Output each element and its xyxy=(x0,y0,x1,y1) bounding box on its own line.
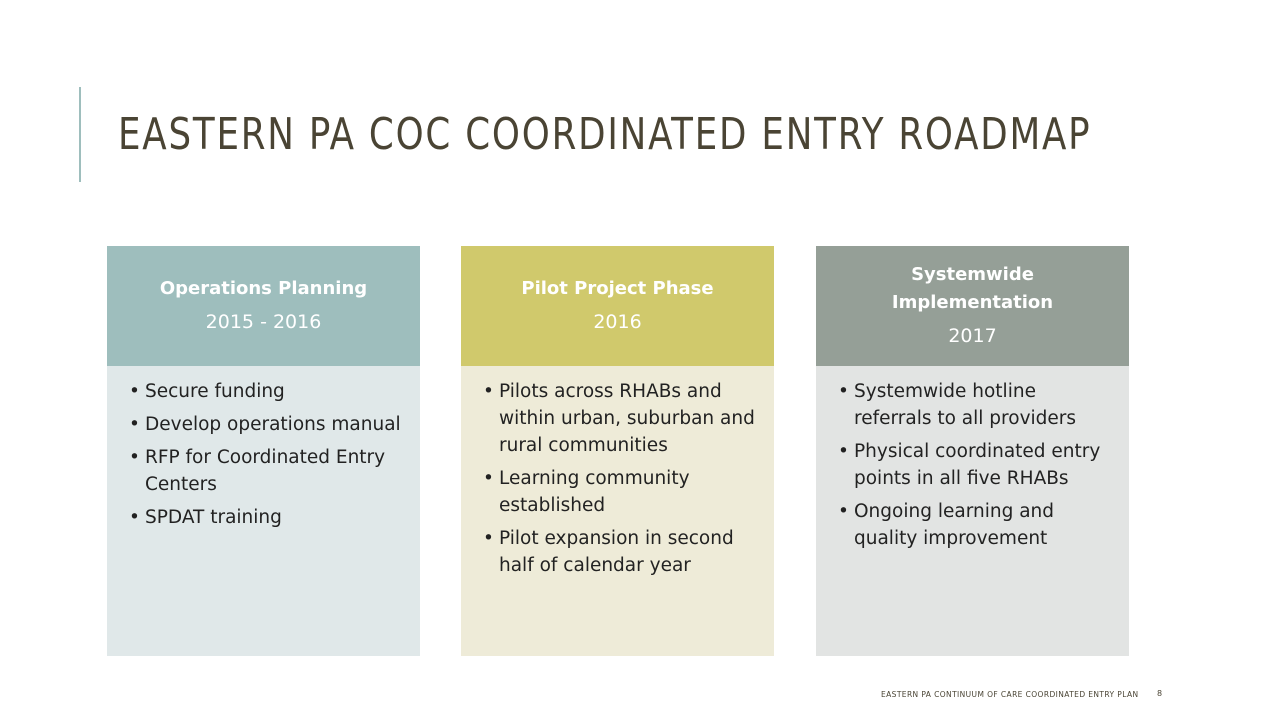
roadmap-column-pilot-project-phase xyxy=(461,246,774,656)
column-title: Operations Planning xyxy=(159,278,368,299)
column-header xyxy=(816,246,1129,366)
bullet-item: • Systemwide hotline referrals to all providers xyxy=(838,378,1111,432)
slide-title: EASTERN PA COC COORDINATED ENTRY ROADMAP xyxy=(118,109,1092,160)
bullet-item: • Ongoing learning and quality improvement xyxy=(838,498,1111,552)
bullet-item: • SPDAT training xyxy=(129,504,402,531)
column-header xyxy=(107,246,420,366)
page-number: 8 xyxy=(1157,689,1163,698)
column-body xyxy=(461,366,774,656)
bullet-item: • Pilot expansion in second half of calendar year xyxy=(483,525,756,579)
bullet-item: • Develop operations manual xyxy=(129,411,402,438)
title-accent-bar xyxy=(79,87,81,182)
bullet-item: • Learning community established xyxy=(483,465,756,519)
bullet-item: • Physical coordinated entry points in all five RHABs xyxy=(838,438,1111,492)
bullet-list xyxy=(129,378,402,531)
roadmap-column-systemwide-implementation xyxy=(816,246,1129,656)
column-year: 2016 xyxy=(593,311,642,333)
column-year: 2015 - 2016 xyxy=(205,311,322,333)
column-year: 2017 xyxy=(948,325,997,347)
bullet-list xyxy=(838,378,1111,552)
bullet-list xyxy=(483,378,756,579)
column-title: Systemwide Implementation xyxy=(891,264,1054,313)
bullet-item: • Secure funding xyxy=(129,378,402,405)
bullet-item: • RFP for Coordinated Entry Centers xyxy=(129,444,402,498)
footer-text: EASTERN PA CONTINUUM OF CARE COORDINATED ENTRY PLAN xyxy=(881,690,1139,699)
column-header xyxy=(461,246,774,366)
column-body xyxy=(107,366,420,656)
bullet-item: • Pilots across RHABs and within urban, suburban and rural communities xyxy=(483,378,756,459)
column-body xyxy=(816,366,1129,656)
roadmap-column-operations-planning xyxy=(107,246,420,656)
column-title: Pilot Project Phase xyxy=(521,278,714,299)
